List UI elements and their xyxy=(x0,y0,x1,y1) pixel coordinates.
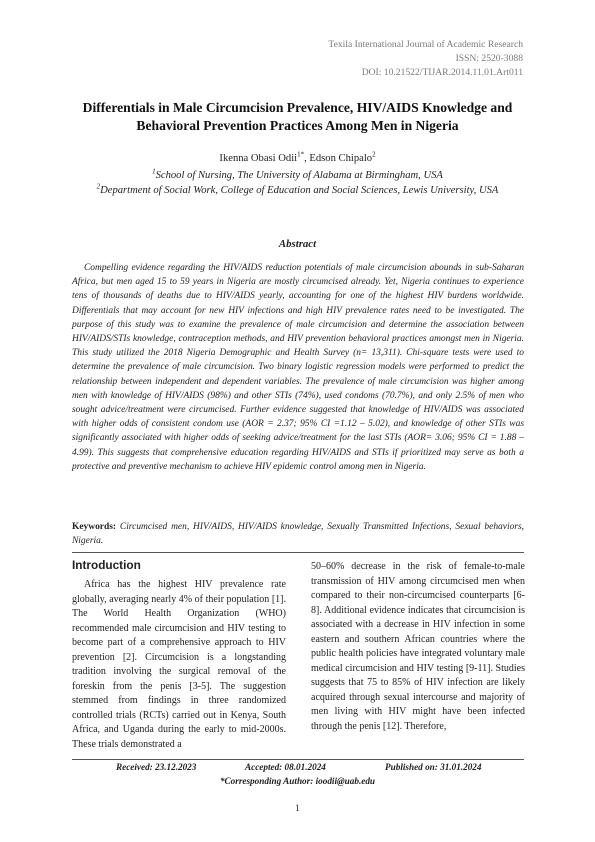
affiliation-1 xyxy=(74,168,521,183)
accepted-date: Accepted: 08.01.2024 xyxy=(245,762,326,772)
page-number: 1 xyxy=(295,803,300,813)
author-1: Ikenna Obasi Odii xyxy=(219,153,298,164)
affiliation-2-marker: 2 xyxy=(96,182,101,191)
footer-divider xyxy=(72,759,524,760)
section-divider xyxy=(72,552,524,553)
intro-paragraph-left: Africa has the highest HIV prevalence rate globally, averaging nearly 4% of their population [1]. The World Health Organization (WHO) recommended male circumcision and HIV testing to become part of a comprehensive approach to HIV prevention [2]. Circumcision is a longstanding tradition involving the surgical removal of the foreskin from the penis [3-5]. The suggestion stemmed from findings in three randomized controlled trials (RCTs) carried out in Kenya, South Africa, and Uganda during the early to mid-2000s. These trials demonstrated a xyxy=(72,579,286,750)
corresponding-author: *Corresponding Author: ioodii@uab.edu xyxy=(219,776,376,786)
abstract-text: Compelling evidence regarding the HIV/AIDS reduction potentials of male circumcision abounds in sub-Saharan Africa, but men aged 15 to 59 years in Nigeria are mostly circumcised already. Yet, Nigeria continues to experience tens of thousands of deaths due to HIV/AIDS yearly, accounting for one of the highest HIV burdens worldwide. Differentials that may account for new HIV infections and high HIV prevalence rates need to be investigated. The purpose of this study was to examine the prevalence of male circumcision and determine the association between HIV/AIDS/STIs knowledge, contraception methods, and HIV prevention behavioral practices amongst men in Nigeria. This study utilized the 2018 Nigeria Demographic and Health Survey (n= 13,311). Chi-square tests were used to determine the prevalence of male circumcision. Two binary logistic regression models were performed to predict the relationship between independent and dependent variables. The prevalence of male circumcision was higher among men with knowledge of HIV/AIDS (98%) and other STIs (74%), used condoms (70.7%), and only 2.5% of men who sought advice/treatment were circumcised. Further evidence suggested that knowledge of HIV/AIDS was associated with higher odds of consistent condom use (AOR = 2.37; 95% CI =1.12 – 5.02), and knowledge of other STIs was significantly associated with higher odds of seeking advice/treatment for the last STIs (AOR= 3.06; 95% CI = 1.88 – 4.99). This suggests that comprehensive education regarding HIV/AIDS and STIs if prioritized may serve as both a protective and preventive mechanism to achieve HIV epidemic control among men in Nigeria. xyxy=(72,263,524,472)
author-2: Edson Chipalo xyxy=(309,153,373,164)
received-date: Received: 23.12.2023 xyxy=(116,762,197,772)
affiliation-2 xyxy=(74,183,521,198)
keywords-text: Circumcised men, HIV/AIDS, HIV/AIDS knowledge, Sexually Transmitted Infections, Sexual behaviors, Nigeria. xyxy=(72,522,524,546)
intro-paragraph-right: 50–60% decrease in the risk of female-to-male transmission of HIV among circumcised men when compared to their non-circumcised counterparts [6-8]. Additional evidence indicates that circumcision is associated with a decrease in HIV infection in some eastern and southern African countries where the public health policies have integrated voluntary male medical circumcision and HIV testing [9-11]. Studies suggests that 75 to 85% of HIV infection are likely acquired through sexual intercourse and majority of men living with HIV might have been infected through the penis [12]. Therefore, xyxy=(311,561,525,732)
author-line xyxy=(60,151,535,166)
author-2-marker: 2 xyxy=(372,150,376,159)
intro-column-right xyxy=(311,560,525,734)
journal-issn: ISSN: 2520-3088 xyxy=(455,53,523,64)
intro-column-left xyxy=(72,558,286,752)
published-date: Published on: 31.01.2024 xyxy=(385,762,482,772)
author-1-marker: 1* xyxy=(297,150,305,159)
keywords-label: Keywords: xyxy=(72,522,117,532)
journal-name: Texila International Journal of Academic Research xyxy=(328,39,523,50)
journal-header xyxy=(328,38,523,80)
introduction-heading: Introduction xyxy=(72,558,141,572)
author-separator: , xyxy=(304,153,310,164)
journal-doi: DOI: 10.21522/TIJAR.2014.11.01.Art011 xyxy=(361,67,523,78)
keywords xyxy=(72,520,524,548)
paper-title: Differentials in Male Circumcision Prevalence, HIV/AIDS Knowledge and Behavioral Prevention Practices Among Men in Nigeria xyxy=(82,100,513,133)
abstract-heading: Abstract xyxy=(278,238,317,250)
affiliation-1-marker: 1 xyxy=(152,167,156,176)
affiliation-2-text: Department of Social Work, College of Education and Social Sciences, Lewis University, USA xyxy=(100,185,499,196)
affiliation-1-text: School of Nursing, The University of Alabama at Birmingham, USA xyxy=(155,170,443,181)
